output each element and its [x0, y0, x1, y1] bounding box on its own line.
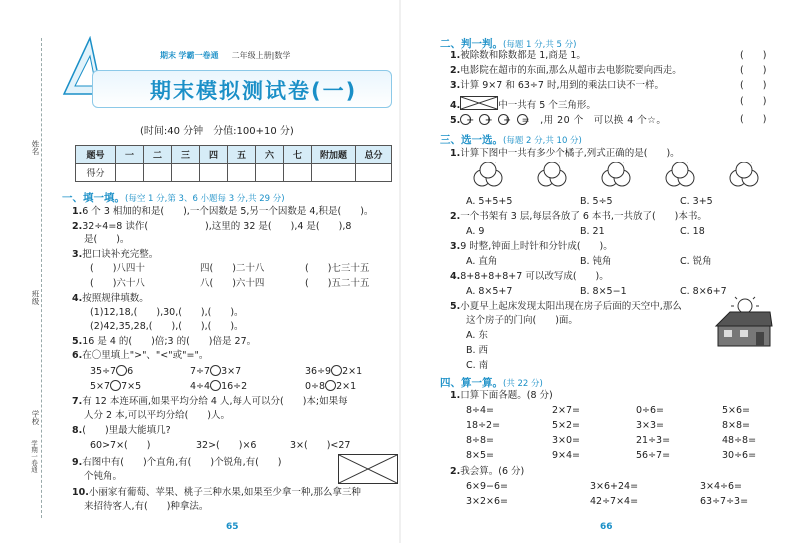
option[interactable]: B. 21	[580, 226, 605, 237]
answer-circle[interactable]	[325, 380, 336, 391]
rectangle-diagonals-figure	[338, 454, 398, 484]
compare-left: 35÷7	[90, 366, 117, 377]
question-number: 1.	[450, 50, 461, 61]
option[interactable]: A. 东	[466, 330, 488, 341]
question-text: 小丽家有葡萄、苹果、桃子三种水果,如果至少拿一种,那么拿三种	[88, 487, 361, 498]
section-1-note: (每空 1 分,第 3、6 小题每 3 分,共 29 分)	[125, 194, 285, 204]
compare-right: 2×1	[342, 366, 363, 377]
score-header-cell: 题号	[76, 146, 116, 164]
orange-group-icon	[730, 162, 758, 186]
score-cell[interactable]	[284, 164, 312, 182]
header-grade: 二年级上册|数学	[231, 51, 291, 60]
strip-label-name: 姓名	[31, 140, 40, 155]
judge-mark[interactable]: ( )	[740, 114, 767, 125]
section-3-title	[440, 132, 582, 147]
score-header-cell: 三	[172, 146, 200, 164]
compare-item	[305, 365, 362, 378]
judge-mark[interactable]: ( )	[740, 80, 767, 91]
q8-item: 3×( )<27	[290, 440, 351, 451]
time-info: (时间:40 分钟 分值:100+10 分)	[140, 126, 294, 137]
judge-1	[450, 50, 586, 62]
compare-item	[190, 365, 241, 378]
question-10-cont: 来招待客人,有( )种拿法。	[84, 501, 209, 512]
score-cell[interactable]	[312, 164, 356, 182]
calc-item: 3×6+24=	[590, 481, 639, 492]
question-number: 3.	[72, 249, 83, 260]
question-number: 10.	[72, 487, 89, 498]
calc-item: 8×8=	[722, 420, 751, 431]
question-text: 被除数和除数都是 1,商是 1。	[460, 50, 586, 61]
option[interactable]: C. 18	[680, 226, 705, 237]
judge-mark[interactable]: ( )	[740, 96, 767, 107]
score-header-cell: 附加题	[312, 146, 356, 164]
strip-label-series: 学期一卷通	[30, 440, 38, 473]
question-7	[72, 396, 348, 408]
question-text: 小夏早上起床发现太阳出现在房子后面的天空中,那么	[460, 301, 682, 312]
question-2	[72, 221, 351, 233]
question-text: 电影院在超市的东面,那么从超市去电影院要向西走。	[460, 65, 682, 76]
option[interactable]: C. 锐角	[680, 256, 712, 267]
q4-row: (1)12,18,( ),30,( ),( )。	[90, 307, 244, 318]
score-header-cell: 二	[144, 146, 172, 164]
question-text: 6 个 3 相加的和是( ),一个因数是 5,另一个因数是 4,积是( )。	[82, 206, 374, 217]
option[interactable]: C. 南	[466, 360, 489, 371]
section-2-note: (每题 1 分,共 5 分)	[503, 40, 577, 50]
compare-right: 3×7	[221, 366, 242, 377]
question-10	[72, 487, 361, 499]
calc-1	[450, 390, 553, 402]
section-2-title	[440, 36, 576, 51]
orange-group-icon	[538, 162, 566, 186]
triangle-figure	[460, 96, 498, 110]
judge-mark[interactable]: ( )	[740, 50, 767, 61]
calc-item: 63÷7÷3=	[700, 496, 749, 507]
question-text: 有 12 本连环画,如果平均分给 4 人,每人可以分( )本;如果每	[82, 396, 348, 407]
choice-5	[450, 301, 682, 313]
question-9	[72, 457, 282, 469]
calc-item: 3×0=	[552, 435, 581, 446]
section-3-note: (每题 2 分,共 10 分)	[503, 136, 582, 146]
judge-3	[450, 80, 664, 92]
q3-item: 八( )六十四	[200, 278, 265, 289]
choice-3	[450, 241, 613, 253]
compare-left: 5×7	[90, 381, 111, 392]
score-table-header-row	[76, 146, 392, 164]
question-9-cont: 个钝角。	[84, 471, 123, 482]
q4-row: (2)42,35,28,( ),( ),( )。	[90, 321, 244, 332]
q3-item: ( )八四十	[90, 263, 145, 274]
score-header-cell: 一	[116, 146, 144, 164]
compare-right: 7×5	[121, 381, 142, 392]
score-cell[interactable]	[200, 164, 228, 182]
calc-item: 30÷6=	[722, 450, 757, 461]
score-cell[interactable]	[356, 164, 392, 182]
score-table-row	[76, 164, 392, 182]
compare-left: 4÷4	[190, 381, 211, 392]
question-2-cont: 是( )。	[84, 234, 130, 245]
question-number: 5.	[450, 301, 461, 312]
question-number: 2.	[450, 65, 461, 76]
option[interactable]: B. 钝角	[580, 256, 612, 267]
question-number: 5.	[72, 336, 83, 347]
calc-item: 18÷2=	[466, 420, 501, 431]
question-number: 1.	[450, 390, 461, 401]
question-number: 4.	[72, 293, 83, 304]
question-text: 计算下图中一共有多少个橘子,列式正确的是( )。	[460, 148, 680, 159]
header-series: 学霸一卷通	[178, 51, 219, 60]
score-header-cell: 总分	[356, 146, 392, 164]
answer-circle[interactable]	[116, 365, 127, 376]
sun-icon	[731, 296, 759, 313]
question-text: 9 时整,钟面上时针和分针成( )。	[460, 241, 613, 252]
compare-right: 6	[127, 366, 134, 377]
question-number: 3.	[450, 80, 461, 91]
question-text: + + + = ,用 20 个 可以换 4 个☆。	[466, 115, 667, 126]
q8-item: 32>( )×6	[196, 440, 257, 451]
score-cell[interactable]	[144, 164, 172, 182]
answer-circle[interactable]	[210, 380, 221, 391]
option[interactable]: A. 9	[466, 226, 485, 237]
cut-line	[41, 38, 42, 518]
question-6	[72, 350, 208, 362]
orange-group-icon	[474, 162, 502, 186]
section-2-label: 二、判一判。	[440, 38, 503, 50]
option[interactable]: C. 8×6+7	[680, 286, 727, 297]
question-1	[72, 206, 373, 218]
score-cell[interactable]	[116, 164, 144, 182]
choice-2	[450, 211, 707, 223]
calc-item: 8×5=	[466, 450, 495, 461]
score-header-cell: 六	[256, 146, 284, 164]
q3-item: ( )七三十五	[305, 263, 370, 274]
question-number: 7.	[72, 396, 83, 407]
judge-mark[interactable]: ( )	[740, 65, 767, 76]
question-text: 一个书架有 3 层,每层各放了 6 本书,一共放了( )本书。	[460, 211, 707, 222]
compare-right: 2×1	[336, 381, 357, 392]
question-number: 4.	[450, 100, 461, 111]
calc-item: 6×9−6=	[466, 481, 509, 492]
choice-4	[450, 271, 609, 283]
calc-item: 5×2=	[552, 420, 581, 431]
question-5	[72, 336, 256, 348]
score-header-cell: 五	[228, 146, 256, 164]
calc-item: 2×7=	[552, 405, 581, 416]
page-title: 期末模拟测试卷(一)	[150, 79, 358, 103]
question-number: 9.	[72, 457, 83, 468]
question-8	[72, 425, 171, 437]
question-text: 按照规律填数。	[82, 293, 149, 304]
option[interactable]: A. 8×5+7	[466, 286, 513, 297]
answer-circle[interactable]	[331, 365, 342, 376]
calc-item: 3×3=	[636, 420, 665, 431]
option[interactable]: B. 西	[466, 345, 489, 356]
score-table	[75, 145, 392, 182]
score-row-label: 得分	[76, 164, 116, 182]
compare-item	[90, 380, 141, 393]
calc-item: 48÷8=	[722, 435, 757, 446]
strip-label-school: 学校	[31, 410, 40, 425]
question-text: 8+8+8+8+7 可以改写成( )。	[460, 271, 609, 282]
question-4	[72, 293, 149, 305]
question-text: 口算下面各题。(8 分)	[460, 390, 553, 401]
q3-item: ( )六十八	[90, 278, 145, 289]
question-7-cont: 人分 2 本,可以平均分给( )人。	[84, 410, 231, 421]
orange-group-icon	[602, 162, 630, 186]
section-1-label: 一、填一填。	[62, 192, 125, 204]
score-cell[interactable]	[256, 164, 284, 182]
calc-item: 5×6=	[722, 405, 751, 416]
calc-item: 9×4=	[552, 450, 581, 461]
question-number: 1.	[72, 206, 83, 217]
option[interactable]: A. 直角	[466, 256, 498, 267]
judge-2	[450, 65, 682, 77]
q8-item: 60>7×( )	[90, 440, 151, 451]
compare-left: 7÷7	[190, 366, 211, 377]
judge-4	[450, 96, 596, 112]
header-tag: 期末	[160, 51, 176, 60]
option[interactable]: A. 5+5+5	[466, 196, 513, 207]
question-text: 右图中有( )个直角,有( )个锐角,有( )	[82, 457, 282, 468]
choice-1	[450, 148, 680, 160]
page-number-right: 66	[600, 522, 613, 532]
question-text: 我会算。(6 分)	[460, 466, 525, 477]
compare-left: 0÷8	[305, 381, 326, 392]
oranges-figure	[470, 162, 770, 192]
q3-item: 四( )二十八	[200, 263, 265, 274]
question-text: 中一共有 5 个三角形。	[498, 100, 596, 111]
compare-item	[190, 380, 247, 393]
score-cell[interactable]	[228, 164, 256, 182]
calc-item: 56÷7=	[636, 450, 671, 461]
question-number: 3.	[450, 241, 461, 252]
question-number: 4.	[450, 271, 461, 282]
page-number-left: 65	[226, 522, 239, 532]
calc-item: 8÷4=	[466, 405, 495, 416]
section-4-label: 四、算一算。	[440, 377, 503, 389]
orange-group-icon	[666, 162, 694, 186]
compare-left: 36÷9	[305, 366, 332, 377]
answer-circle[interactable]	[110, 380, 121, 391]
question-text: 计算 9×7 和 63÷7 时,用到的乘法口诀不一样。	[460, 80, 664, 91]
calc-item: 8÷8=	[466, 435, 495, 446]
option[interactable]: B. 8×5−1	[580, 286, 627, 297]
question-text: 32÷4=8 读作( ),这里的 32 是( ),4 是( ),8	[82, 221, 352, 232]
calc-item: 0÷6=	[636, 405, 665, 416]
option[interactable]: B. 5÷5	[580, 196, 613, 207]
house-icon	[716, 312, 772, 346]
section-3-label: 三、选一选。	[440, 134, 503, 146]
calc-2	[450, 466, 524, 478]
section-1-title	[62, 190, 285, 205]
option[interactable]: C. 3+5	[680, 196, 713, 207]
calc-item: 3×4÷6=	[700, 481, 743, 492]
compare-item	[305, 380, 356, 393]
calc-item: 42÷7×4=	[590, 496, 639, 507]
choice-5-cont: 这个房子的门向( )面。	[466, 315, 578, 326]
house-sun-figure	[712, 296, 774, 350]
calc-item: 21÷3=	[636, 435, 671, 446]
judge-5	[450, 114, 666, 127]
answer-circle[interactable]	[210, 365, 221, 376]
section-4-title	[440, 375, 543, 390]
compare-item	[90, 365, 133, 378]
question-text: 在〇里填上">"、"<"或"="。	[82, 350, 209, 361]
question-3	[72, 249, 158, 261]
compare-right: 16÷2	[221, 381, 248, 392]
question-number: 8.	[72, 425, 83, 436]
question-number: 6.	[72, 350, 83, 361]
question-number: 5.	[450, 115, 461, 126]
binding-strip	[0, 0, 44, 543]
q3-item: ( )五二十五	[305, 278, 370, 289]
question-text: 把口诀补充完整。	[82, 249, 159, 260]
question-number: 2.	[450, 466, 461, 477]
score-header-cell: 七	[284, 146, 312, 164]
score-cell[interactable]	[172, 164, 200, 182]
calc-item: 3×2×6=	[466, 496, 509, 507]
strip-label-class: 班级	[31, 290, 40, 305]
question-number: 2.	[450, 211, 461, 222]
score-header-cell: 四	[200, 146, 228, 164]
question-text: ( )里最大能填几?	[82, 425, 171, 436]
header-line	[160, 50, 290, 61]
question-number: 2.	[72, 221, 83, 232]
page-spine	[399, 0, 401, 543]
question-text: 16 是 4 的( )倍;3 的( )倍是 27。	[82, 336, 257, 347]
section-4-note: (共 22 分)	[503, 379, 543, 389]
question-number: 1.	[450, 148, 461, 159]
